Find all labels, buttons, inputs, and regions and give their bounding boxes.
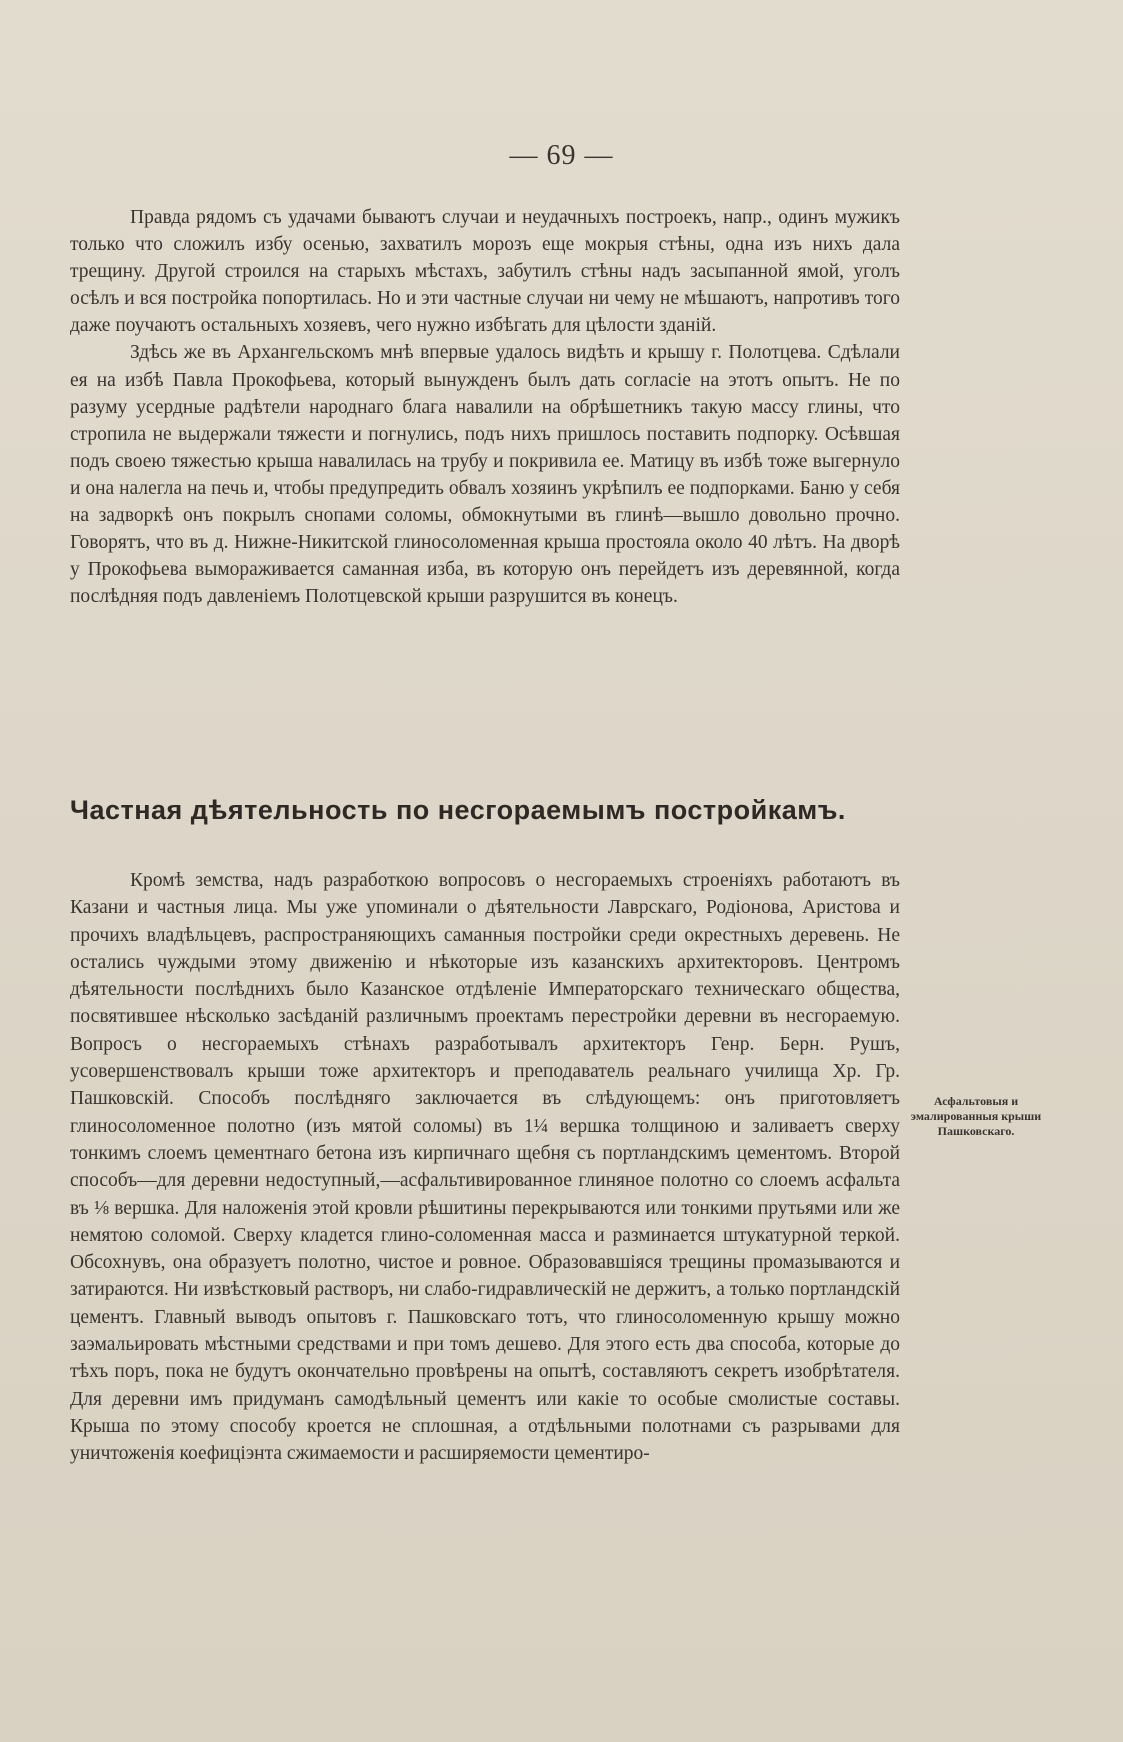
paragraph: Правда рядомъ съ удачами бываютъ случаи и неудачныхъ построекъ, напр., одинъ мужикъ только что сложилъ избу осенью, захватилъ морозъ еще мокрыя стѣны, одна изъ нихъ дала трещину. Другой строился на старыхъ мѣстахъ, забутилъ стѣны надъ засыпанной ямой, уголъ осѣлъ и вся постройка попортилась. Но и эти частные случаи ни чему не мѣшаютъ, напротивъ того даже поучаютъ остальныхъ хозяевъ, чего нужно избѣгать для цѣлости зданій. bbox=[70, 207, 900, 337]
text-block-bottom bbox=[70, 867, 900, 1468]
page-number: — 69 — bbox=[509, 140, 614, 171]
paragraph: Кромѣ земства, надъ разработкою вопросовъ о несгораемыхъ строеніяхъ работаютъ въ Казани и частныя лица. Мы уже упоминали о дѣятельности Лаврскаго, Родіонова, Аристова и прочихъ владѣльцевъ, распространяющихъ саманныя постройки среди окрестныхъ деревень. Не остались чуждыми этому движенію и нѣкоторые изъ казанскихъ архитекторовъ. Центромъ дѣятельности послѣднихъ было Казанское отдѣленіе Императорскаго техническаго общества, посвятившее нѣсколько засѣданій различнымъ проектамъ перестройки деревни въ несгораемую. Вопросъ о несгораемыхъ стѣнахъ разработывалъ архитекторъ Генр. Берн. Рушъ, усовершенствовалъ крыши тоже архитекторъ и преподаватель реальнаго училища Хр. Гр. Пашковскій. Способъ послѣдняго заключается въ слѣдующемъ: онъ приготовляетъ глиносоломенное полотно (изъ мятой соломы) въ 1¼ вершка толщиною и заливаетъ сверху тонкимъ слоемъ цементнаго бетона изъ кирпичнаго щебня съ портландскимъ цементомъ. Второй способъ—для деревни недоступный,—асфальтивированное глиняное полотно со слоемъ асфальта въ ⅛ вершка. Для наложенія этой кровли рѣшитины перекрываются или тонкими прутьями или же немятою соломой. Сверху кладется глино-соломенная масса и разминается штукатурной теркой. Обсохнувъ, она образуетъ полотно, чистое и ровное. Образовавшіяся трещины промазываются и затираются. Ни извѣстковый растворъ, ни слабо-гидравлическій не держитъ, а только портландскій цементъ. Главный выводъ опытовъ г. Пашковскаго тотъ, что глиносоломенную крышу можно заэмальировать мѣстными средствами и при томъ дешево. Для этого есть два способа, которые до тѣхъ поръ, пока не будутъ окончательно провѣрены на опытѣ, составляютъ секретъ изобрѣтателя. Для деревни имъ придуманъ самодѣльный цементъ или какіе то особые смолистые составы. Крыша по этому способу кроется не сплошная, а отдѣльными полотнами съ разрывами для уничтоженія коефиціэнта сжимаемости и расширяемости цементиро- bbox=[70, 870, 900, 1465]
section-heading: Частная дѣятельность по несгораемымъ постройкамъ. bbox=[70, 795, 846, 825]
margin-note: Асфальтовыя и эмалированныя крыши Пашковскаго. bbox=[910, 1094, 1042, 1138]
text-block-top bbox=[70, 204, 900, 610]
paragraph: Здѣсь же въ Архангельскомъ мнѣ впервые удалось видѣть и крышу г. Полотцева. Сдѣлали ея на избѣ Павла Прокофьева, который вынужденъ былъ дать согласіе на этотъ опытъ. Не по разуму усердные радѣтели народнаго блага навалили на обрѣшетникъ такую массу глины, что стропила не выдержали тяжести и погнулись, подъ нихъ пришлось поставить подпорку. Осѣвшая подъ своею тяжестью крыша навалилась на трубу и покривила ее. Матицу въ избѣ тоже выгернуло и она налегла на печь и, чтобы предупредить обвалъ хозяинъ укрѣпилъ ее подпорками. Баню у себя на задворкѣ онъ покрылъ снопами соломы, обмокнутыми въ глинѣ—вышло довольно прочно. Говорятъ, что въ д. Нижне-Никитской глиносоломенная крыша простояла около 40 лѣтъ. На дворѣ у Прокофьева вымораживается саманная изба, въ которую онъ перейдетъ изъ деревянной, когда послѣдняя подъ давленіемъ Полотцевской крыши разрушится въ конецъ. bbox=[70, 342, 900, 608]
